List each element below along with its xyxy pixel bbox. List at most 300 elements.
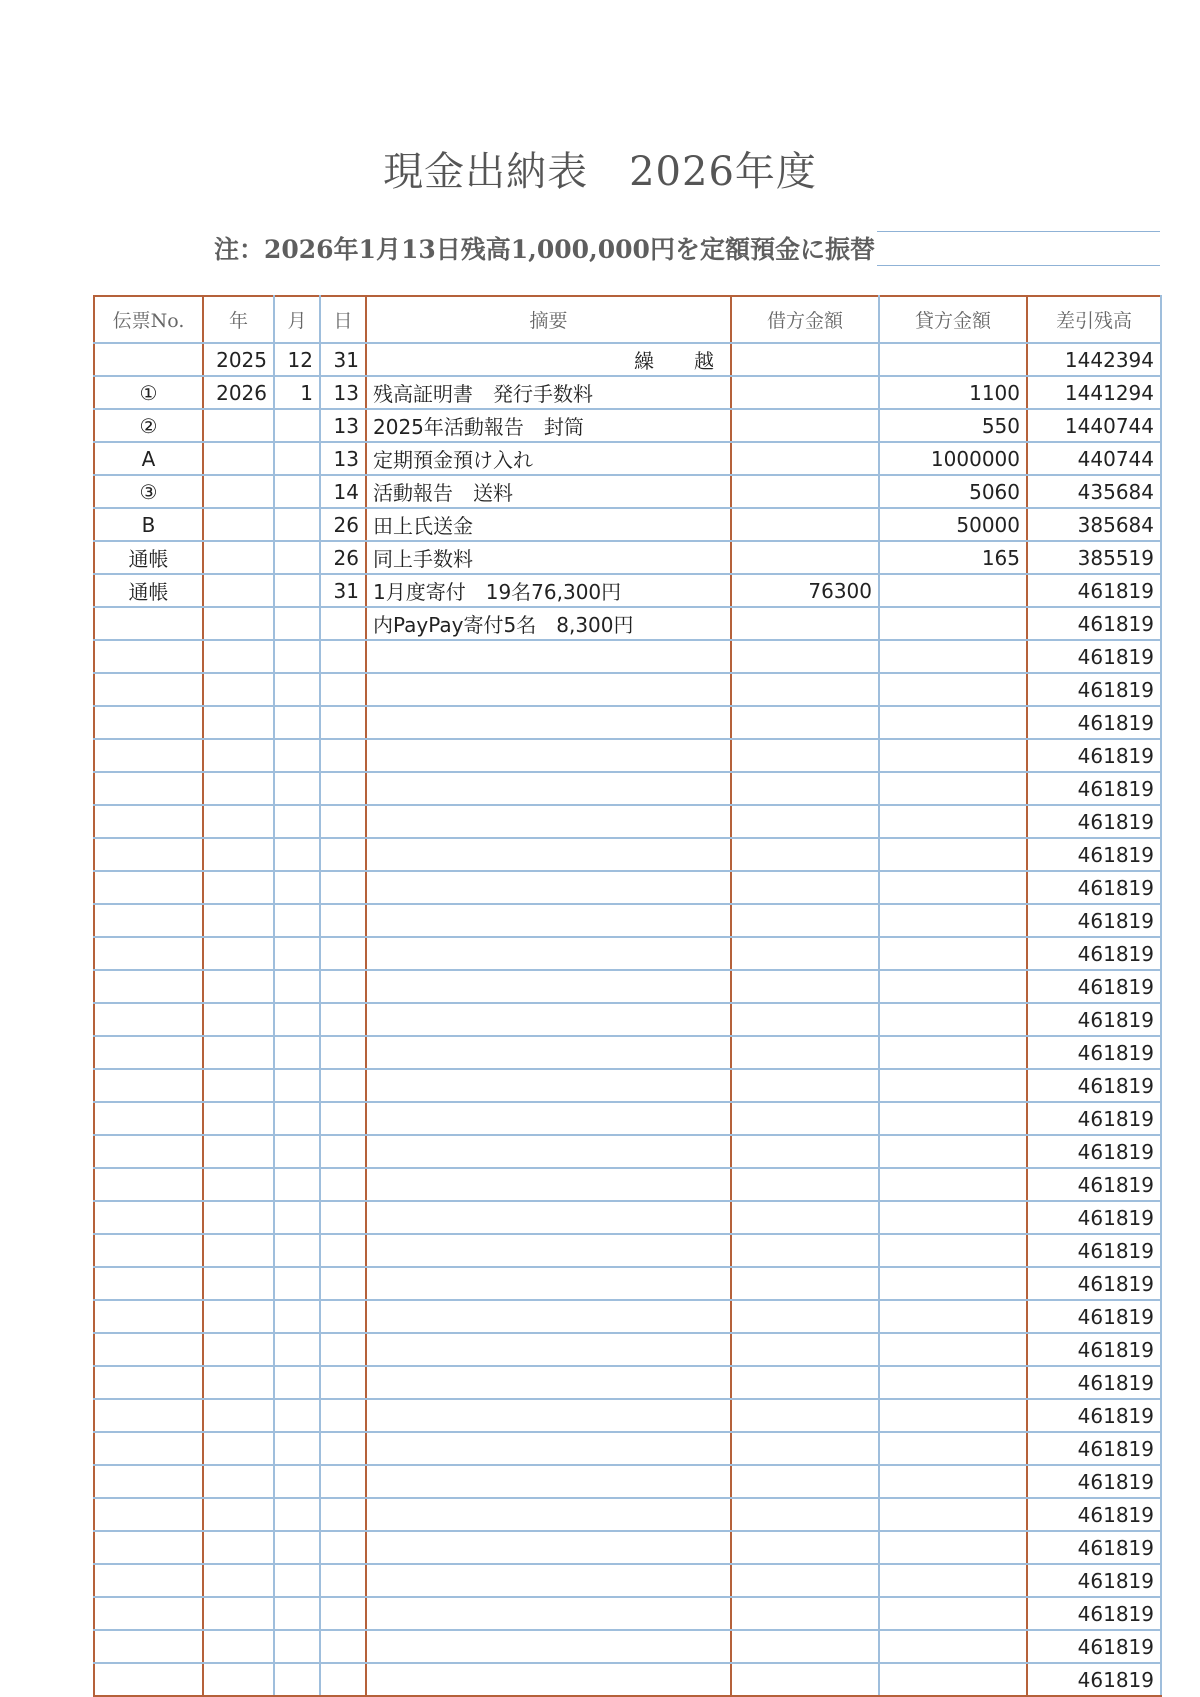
cell-slip-no: A: [94, 442, 203, 475]
cell-debit: [731, 1300, 879, 1333]
cell-day: [320, 673, 366, 706]
cell-debit: [731, 838, 879, 871]
cell-balance: 385519: [1027, 541, 1161, 574]
cell-day: [320, 805, 366, 838]
cell-debit: [731, 475, 879, 508]
cell-month: [274, 1531, 320, 1564]
cell-debit: [731, 1135, 879, 1168]
cell-description: [366, 1432, 731, 1465]
cell-month: [274, 871, 320, 904]
cell-description: [366, 904, 731, 937]
cell-day: 31: [320, 343, 366, 376]
col-header-day: 日: [320, 296, 366, 343]
cell-year: [203, 739, 274, 772]
cell-day: [320, 1300, 366, 1333]
cell-slip-no: [94, 1234, 203, 1267]
cell-balance: 461819: [1027, 1333, 1161, 1366]
cell-debit: [731, 970, 879, 1003]
cell-balance: 461819: [1027, 1630, 1161, 1663]
cell-month: [274, 409, 320, 442]
cell-description: 残高証明書 発行手数料: [366, 376, 731, 409]
cell-slip-no: [94, 1663, 203, 1696]
cell-slip-no: [94, 1267, 203, 1300]
cell-balance: 461819: [1027, 1267, 1161, 1300]
col-header-credit: 貸方金額: [879, 296, 1027, 343]
cell-year: [203, 1597, 274, 1630]
cell-month: [274, 706, 320, 739]
table-row: [94, 904, 1161, 937]
cell-description: [366, 1399, 731, 1432]
cell-debit: [731, 442, 879, 475]
note-underline: [877, 231, 1160, 266]
cell-balance: 461819: [1027, 1399, 1161, 1432]
table-row: [94, 442, 1161, 475]
cell-year: [203, 508, 274, 541]
col-header-year: 年: [203, 296, 274, 343]
table-row: [94, 1267, 1161, 1300]
cell-year: [203, 640, 274, 673]
cell-day: [320, 1036, 366, 1069]
table-row: [94, 1630, 1161, 1663]
cell-description: [366, 1366, 731, 1399]
cell-day: [320, 1597, 366, 1630]
cell-day: [320, 706, 366, 739]
table-row: [94, 1498, 1161, 1531]
cell-month: [274, 937, 320, 970]
cell-year: [203, 1102, 274, 1135]
cell-balance: 461819: [1027, 805, 1161, 838]
cell-debit: [731, 1465, 879, 1498]
cell-debit: [731, 1399, 879, 1432]
cell-day: [320, 1465, 366, 1498]
cell-month: [274, 1234, 320, 1267]
cell-year: 2026: [203, 376, 274, 409]
cell-year: [203, 541, 274, 574]
cell-credit: [879, 871, 1027, 904]
cell-description: [366, 640, 731, 673]
cell-day: [320, 1201, 366, 1234]
cell-slip-no: ②: [94, 409, 203, 442]
cell-balance: 461819: [1027, 706, 1161, 739]
table-row: [94, 607, 1161, 640]
cell-month: [274, 838, 320, 871]
cell-debit: [731, 1630, 879, 1663]
cell-month: [274, 1333, 320, 1366]
cell-credit: [879, 1498, 1027, 1531]
cell-debit: [731, 1432, 879, 1465]
cell-year: [203, 475, 274, 508]
cell-credit: [879, 574, 1027, 607]
note-text: 注：2026年1月13日残高1,000,000円を定額預金に振替: [214, 235, 875, 264]
cell-day: 14: [320, 475, 366, 508]
cell-slip-no: [94, 1399, 203, 1432]
cell-credit: [879, 706, 1027, 739]
cell-year: [203, 1201, 274, 1234]
cell-credit: [879, 1135, 1027, 1168]
cell-month: [274, 1036, 320, 1069]
cell-slip-no: [94, 1069, 203, 1102]
cell-year: [203, 1531, 274, 1564]
cell-month: [274, 574, 320, 607]
cell-month: [274, 772, 320, 805]
cell-slip-no: [94, 739, 203, 772]
table-row: [94, 574, 1161, 607]
cell-credit: [879, 970, 1027, 1003]
cell-month: [274, 673, 320, 706]
cell-slip-no: B: [94, 508, 203, 541]
cell-description: [366, 772, 731, 805]
table-row: [94, 706, 1161, 739]
cell-debit: [731, 1597, 879, 1630]
cell-year: [203, 1135, 274, 1168]
table-row: [94, 1135, 1161, 1168]
cell-description: [366, 1498, 731, 1531]
cell-balance: 461819: [1027, 574, 1161, 607]
cell-credit: [879, 1102, 1027, 1135]
cell-debit: [731, 1333, 879, 1366]
cell-description: 1月度寄付 19名76,300円: [366, 574, 731, 607]
cell-slip-no: ③: [94, 475, 203, 508]
cell-slip-no: [94, 1498, 203, 1531]
cell-debit: [731, 1663, 879, 1696]
table-row: [94, 1366, 1161, 1399]
cell-description: [366, 1564, 731, 1597]
cell-balance: 440744: [1027, 442, 1161, 475]
cell-month: [274, 1201, 320, 1234]
cell-year: [203, 1069, 274, 1102]
cell-year: [203, 1663, 274, 1696]
cell-slip-no: [94, 1465, 203, 1498]
cell-credit: [879, 1201, 1027, 1234]
table-row: [94, 1300, 1161, 1333]
cell-description: [366, 1630, 731, 1663]
cell-day: [320, 1564, 366, 1597]
cell-debit: [731, 1267, 879, 1300]
cell-description: 繰 越: [366, 343, 731, 376]
cell-description: [366, 970, 731, 1003]
note: [214, 230, 875, 266]
cell-debit: [731, 607, 879, 640]
cell-debit: [731, 1168, 879, 1201]
cell-day: [320, 1003, 366, 1036]
cell-month: [274, 1663, 320, 1696]
cell-credit: [879, 1300, 1027, 1333]
cell-slip-no: [94, 1366, 203, 1399]
table-row: [94, 376, 1161, 409]
cell-year: [203, 673, 274, 706]
cell-year: [203, 1333, 274, 1366]
table-row: [94, 1432, 1161, 1465]
cell-year: [203, 1003, 274, 1036]
cell-slip-no: [94, 838, 203, 871]
cell-year: [203, 442, 274, 475]
cell-balance: 461819: [1027, 772, 1161, 805]
cell-month: [274, 1102, 320, 1135]
cell-balance: 461819: [1027, 1234, 1161, 1267]
cell-day: [320, 1267, 366, 1300]
cell-debit: [731, 805, 879, 838]
cell-day: 26: [320, 508, 366, 541]
table-row: [94, 1597, 1161, 1630]
cell-description: [366, 1465, 731, 1498]
col-header-description: 摘要: [366, 296, 731, 343]
col-header-slip-no: 伝票No.: [94, 296, 203, 343]
cell-month: [274, 541, 320, 574]
cell-debit: 76300: [731, 574, 879, 607]
cell-month: [274, 1465, 320, 1498]
cell-balance: 461819: [1027, 904, 1161, 937]
cell-credit: 550: [879, 409, 1027, 442]
cell-day: 13: [320, 442, 366, 475]
cell-description: [366, 871, 731, 904]
cell-slip-no: [94, 937, 203, 970]
cell-credit: [879, 1399, 1027, 1432]
cell-year: [203, 1465, 274, 1498]
cell-balance: 1441294: [1027, 376, 1161, 409]
cell-credit: [879, 607, 1027, 640]
cell-credit: 50000: [879, 508, 1027, 541]
cell-debit: [731, 673, 879, 706]
cell-slip-no: [94, 343, 203, 376]
cell-year: [203, 805, 274, 838]
cell-credit: [879, 1564, 1027, 1597]
cell-month: [274, 805, 320, 838]
cell-credit: [879, 1267, 1027, 1300]
cell-credit: [879, 673, 1027, 706]
cell-credit: [879, 1432, 1027, 1465]
cell-slip-no: [94, 1201, 203, 1234]
cell-day: [320, 1135, 366, 1168]
cell-year: [203, 1564, 274, 1597]
cell-month: [274, 1168, 320, 1201]
cell-description: [366, 739, 731, 772]
cell-year: [203, 1432, 274, 1465]
cell-credit: [879, 1465, 1027, 1498]
table-row: [94, 343, 1161, 376]
cell-day: [320, 607, 366, 640]
cell-day: 13: [320, 376, 366, 409]
cell-month: 12: [274, 343, 320, 376]
cell-credit: 1100: [879, 376, 1027, 409]
cell-debit: [731, 904, 879, 937]
cell-slip-no: ①: [94, 376, 203, 409]
cell-year: [203, 1234, 274, 1267]
cell-slip-no: [94, 673, 203, 706]
table-row: [94, 1564, 1161, 1597]
cell-day: 13: [320, 409, 366, 442]
cell-slip-no: [94, 1003, 203, 1036]
table-row: [94, 1663, 1161, 1696]
cell-debit: [731, 1003, 879, 1036]
page-title: 現金出納表 2026年度: [383, 149, 817, 195]
cell-debit: [731, 739, 879, 772]
cell-year: [203, 409, 274, 442]
cell-year: [203, 1498, 274, 1531]
cell-slip-no: [94, 904, 203, 937]
cell-year: [203, 1366, 274, 1399]
cell-slip-no: [94, 1531, 203, 1564]
cell-debit: [731, 640, 879, 673]
cell-credit: [879, 1333, 1027, 1366]
cell-balance: 461819: [1027, 1168, 1161, 1201]
cell-year: [203, 706, 274, 739]
cell-month: [274, 1069, 320, 1102]
cell-balance: 461819: [1027, 970, 1161, 1003]
cell-credit: [879, 1630, 1027, 1663]
table-row: [94, 838, 1161, 871]
cell-slip-no: [94, 1597, 203, 1630]
cell-year: [203, 574, 274, 607]
cell-debit: [731, 1564, 879, 1597]
cell-month: [274, 1267, 320, 1300]
table-row: [94, 937, 1161, 970]
cell-year: [203, 1168, 274, 1201]
cell-slip-no: [94, 805, 203, 838]
cell-month: [274, 970, 320, 1003]
cell-description: [366, 1168, 731, 1201]
cell-year: [203, 1300, 274, 1333]
table-row: [94, 640, 1161, 673]
cell-day: [320, 1234, 366, 1267]
header-row: [94, 296, 1161, 343]
cell-description: [366, 1597, 731, 1630]
table-row: [94, 1036, 1161, 1069]
cell-slip-no: [94, 970, 203, 1003]
cell-year: [203, 1036, 274, 1069]
cell-slip-no: [94, 607, 203, 640]
ledger-body: [94, 343, 1161, 1696]
cell-year: [203, 607, 274, 640]
cell-month: [274, 1135, 320, 1168]
cell-month: [274, 640, 320, 673]
cell-credit: [879, 772, 1027, 805]
cell-debit: [731, 871, 879, 904]
cell-day: [320, 1630, 366, 1663]
cell-year: [203, 1630, 274, 1663]
cell-balance: 461819: [1027, 1069, 1161, 1102]
cell-description: 田上氏送金: [366, 508, 731, 541]
cell-day: [320, 838, 366, 871]
cell-month: [274, 1564, 320, 1597]
cell-day: [320, 871, 366, 904]
cell-debit: [731, 1531, 879, 1564]
cell-month: [274, 739, 320, 772]
cell-balance: 461819: [1027, 1663, 1161, 1696]
cell-slip-no: [94, 1630, 203, 1663]
cell-description: [366, 937, 731, 970]
cell-slip-no: [94, 1036, 203, 1069]
cell-day: [320, 739, 366, 772]
cell-day: [320, 1168, 366, 1201]
cell-credit: [879, 343, 1027, 376]
cell-credit: [879, 1168, 1027, 1201]
cell-description: 2025年活動報告 封筒: [366, 409, 731, 442]
table-row: [94, 1234, 1161, 1267]
cell-month: [274, 1003, 320, 1036]
table-row: [94, 1201, 1161, 1234]
table-row: [94, 1102, 1161, 1135]
cell-day: [320, 1333, 366, 1366]
cell-credit: [879, 1663, 1027, 1696]
cell-description: [366, 1036, 731, 1069]
cell-description: [366, 673, 731, 706]
cell-description: 内PayPay寄付5名 8,300円: [366, 607, 731, 640]
table-row: [94, 739, 1161, 772]
cell-balance: 461819: [1027, 607, 1161, 640]
cell-month: [274, 904, 320, 937]
table-row: [94, 1531, 1161, 1564]
cell-month: [274, 475, 320, 508]
cell-slip-no: [94, 640, 203, 673]
cell-balance: 461819: [1027, 1597, 1161, 1630]
cell-debit: [731, 541, 879, 574]
cell-year: [203, 937, 274, 970]
cell-month: [274, 442, 320, 475]
cell-description: [366, 1234, 731, 1267]
cell-day: 31: [320, 574, 366, 607]
cell-debit: [731, 1366, 879, 1399]
cell-month: [274, 1366, 320, 1399]
table-row: [94, 541, 1161, 574]
cell-credit: 5060: [879, 475, 1027, 508]
cell-balance: 461819: [1027, 1432, 1161, 1465]
cell-day: [320, 1366, 366, 1399]
cell-year: [203, 838, 274, 871]
table-row: [94, 1465, 1161, 1498]
cell-credit: [879, 1069, 1027, 1102]
cell-slip-no: [94, 706, 203, 739]
cell-balance: 461819: [1027, 1564, 1161, 1597]
table-row: [94, 1069, 1161, 1102]
cell-credit: [879, 739, 1027, 772]
cell-year: [203, 772, 274, 805]
cell-balance: 461819: [1027, 1366, 1161, 1399]
cell-balance: 461819: [1027, 937, 1161, 970]
cell-description: [366, 1201, 731, 1234]
cell-balance: 461819: [1027, 1531, 1161, 1564]
cell-credit: [879, 904, 1027, 937]
cell-debit: [731, 1498, 879, 1531]
cash-ledger-table: [93, 295, 1162, 1697]
cell-balance: 1442394: [1027, 343, 1161, 376]
cell-slip-no: [94, 871, 203, 904]
cell-day: [320, 1399, 366, 1432]
table-row: [94, 805, 1161, 838]
cell-balance: 461819: [1027, 640, 1161, 673]
cell-debit: [731, 937, 879, 970]
cell-credit: [879, 1036, 1027, 1069]
cell-description: [366, 1300, 731, 1333]
cell-debit: [731, 1201, 879, 1234]
cell-slip-no: [94, 772, 203, 805]
cell-year: 2025: [203, 343, 274, 376]
cell-debit: [731, 1234, 879, 1267]
cell-description: 定期預金預け入れ: [366, 442, 731, 475]
cell-month: [274, 607, 320, 640]
cell-description: 活動報告 送料: [366, 475, 731, 508]
cell-debit: [731, 1102, 879, 1135]
cell-day: [320, 1432, 366, 1465]
cell-description: [366, 1069, 731, 1102]
cell-day: [320, 1663, 366, 1696]
cell-day: [320, 772, 366, 805]
table-row: [94, 1003, 1161, 1036]
table-row: [94, 970, 1161, 1003]
cell-debit: [731, 508, 879, 541]
cell-day: [320, 1498, 366, 1531]
table-row: [94, 1168, 1161, 1201]
cell-balance: 461819: [1027, 1201, 1161, 1234]
